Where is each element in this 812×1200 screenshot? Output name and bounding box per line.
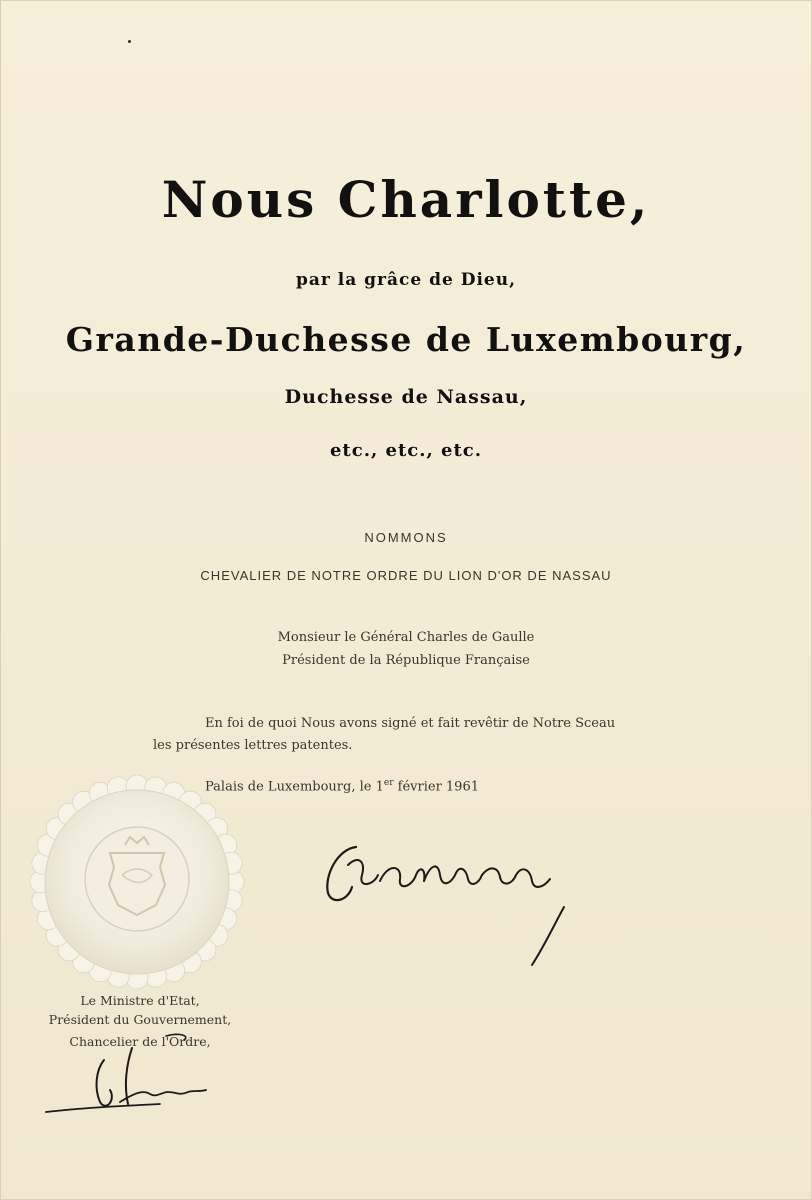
place-date-prefix: Palais de Luxembourg, le 1 xyxy=(205,779,384,795)
minister-line-1: Le Ministre d'Etat, xyxy=(80,993,200,1008)
duchess-line: Duchesse de Nassau, xyxy=(284,386,528,408)
recipient-name: Monsieur le Général Charles de Gaulle xyxy=(277,630,535,645)
attestation-line-2: les présentes lettres patentes. xyxy=(153,738,353,753)
place-date xyxy=(205,778,479,794)
place-date-suffix: février 1961 xyxy=(393,779,479,795)
embossed-seal-icon xyxy=(30,775,245,990)
attestation-line-1: En foi de quoi Nous avons signé et fait revêtir de Notre Sceau xyxy=(205,716,616,731)
nommons-heading: NOMMONS xyxy=(364,530,448,545)
grand-duchess-line: Grande-Duchesse de Luxembourg, xyxy=(65,320,747,359)
etc-line: etc., etc., etc. xyxy=(329,440,483,461)
charlotte-signature-icon xyxy=(318,835,578,970)
recipient-title: Président de la République Française xyxy=(282,653,530,668)
minister-line-2: Président du Gouvernement, xyxy=(48,1012,232,1027)
minister-signature-icon xyxy=(40,1030,220,1120)
place-date-sup: er xyxy=(383,778,394,788)
document-title: Nous Charlotte, xyxy=(161,170,651,229)
grace-line: par la grâce de Dieu, xyxy=(295,270,517,290)
minister-line-3: Chancelier de l'Ordre, xyxy=(69,1034,211,1049)
order-title: CHEVALIER DE NOTRE ORDRE DU LION D'OR DE NASSAU xyxy=(200,568,612,583)
ink-speck xyxy=(128,40,131,43)
